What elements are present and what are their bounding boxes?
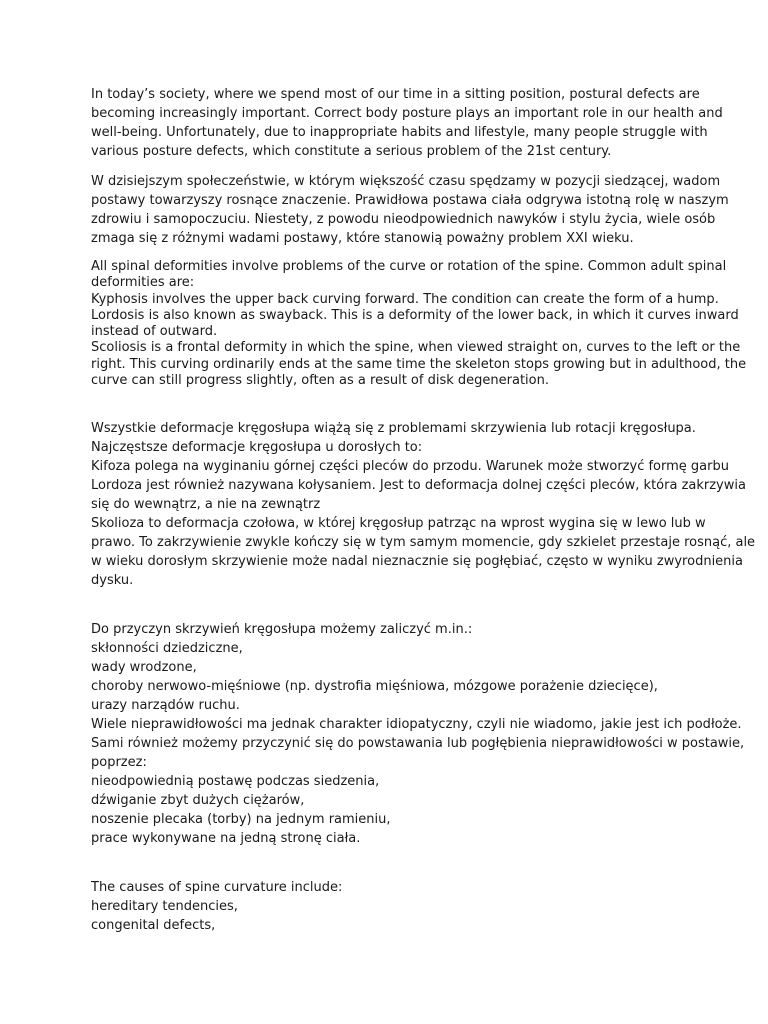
- text-line: prace wykonywane na jedną stronę ciała.: [91, 831, 361, 847]
- text-line: w wieku dorosłym skrzywienie może nadal nieznacznie się pogłębiać, często w wyniku zwyrodnienia: [91, 554, 743, 570]
- paragraph-deformities-pl: [91, 419, 756, 590]
- text-line: Lordoza jest również nazywana kołysaniem. Jest to deformacja dolnej części pleców, która zakrzywia: [91, 478, 746, 494]
- text-line: postawy towarzyszy rosnące znaczenie. Prawidłowa postawa ciała odgrywa istotną rolę w naszym: [91, 193, 729, 208]
- text-line: Wszystkie deformacje kręgosłupa wiążą się z problemami skrzywienia lub rotacji kręgosłupa.: [91, 421, 696, 437]
- paragraph-intro-en: [91, 85, 723, 161]
- paragraph-intro-pl: [91, 172, 729, 248]
- text-line: choroby nerwowo-mięśniowe (np. dystrofia mięśniowa, mózgowe porażenie dziecięce),: [91, 679, 658, 695]
- text-line: wady wrodzone,: [91, 660, 197, 676]
- document-page: [91, 85, 756, 935]
- text-line: deformities are:: [91, 275, 195, 291]
- text-line: congenital defects,: [91, 918, 216, 934]
- text-line: instead of outward.: [91, 324, 218, 340]
- text-line: Skolioza to deformacja czołowa, w której kręgosłup patrząc na wprost wygina się w lewo lub w: [91, 516, 706, 532]
- paragraph-deformities-en: [91, 259, 747, 389]
- text-line: right. This curving ordinarily ends at the same time the skeleton stops growing but in adulthood, the: [91, 356, 747, 372]
- text-line: Scoliosis is a frontal deformity in which the spine, when viewed straight on, curves to the left or the: [91, 340, 741, 356]
- text-line: Sami również możemy przyczynić się do powstawania lub pogłębienia nieprawidłowości w postawie,: [91, 736, 745, 752]
- text-line: skłonności dziedziczne,: [91, 641, 243, 657]
- text-line: dźwiganie zbyt dużych ciężarów,: [91, 793, 305, 809]
- text-line: Lordosis is also known as swayback. This is a deformity of the lower back, in which it curves inward: [91, 307, 739, 323]
- text-line: zmaga się z różnymi wadami postawy, które stanowią poważny problem XXI wieku.: [91, 231, 634, 246]
- text-line: All spinal deformities involve problems of the curve or rotation of the spine. Common adult spinal: [91, 259, 727, 274]
- text-line: various posture defects, which constitute a serious problem of the 21st century.: [91, 144, 612, 159]
- text-line: poprzez:: [91, 755, 147, 771]
- text-line: się do wewnątrz, a nie na zewnątrz: [91, 497, 321, 513]
- text-line: Kyphosis involves the upper back curving forward. The condition can create the form of a hump.: [91, 291, 719, 307]
- text-line: Kifoza polega na wyginaniu górnej części pleców do przodu. Warunek może stworzyć formę garbu: [91, 459, 729, 475]
- text-line: urazy narządów ruchu.: [91, 698, 240, 714]
- text-line: zdrowiu i samopoczuciu. Niestety, z powodu nieodpowiednich nawyków i stylu życia, wiele osób: [91, 212, 716, 227]
- text-line: prawo. To zakrzywienie zwykle kończy się w tym samym momencie, gdy szkielet przestaje rosnąć, ale: [91, 535, 756, 551]
- paragraph-causes-en: [91, 878, 681, 935]
- paragraph-causes-pl: [91, 620, 745, 848]
- text-line: nieodpowiednią postawę podczas siedzenia,: [91, 774, 380, 790]
- text-line: becoming increasingly important. Correct body posture plays an important role in our health and: [91, 106, 723, 121]
- text-line: Do przyczyn skrzywień kręgosłupa możemy zaliczyć m.in.:: [91, 622, 473, 638]
- text-line: curve can still progress slightly, often as a result of disk degeneration.: [91, 373, 549, 389]
- text-line: noszenie plecaka (torby) na jednym ramieniu,: [91, 812, 391, 828]
- text-line: hereditary tendencies,: [91, 899, 238, 915]
- text-line: The causes of spine curvature include:: [91, 880, 343, 896]
- text-line: W dzisiejszym społeczeństwie, w którym większość czasu spędzamy w pozycji siedzącej, wadom: [91, 174, 721, 189]
- text-line: Wiele nieprawidłowości ma jednak charakter idiopatyczny, czyli nie wiadomo, jakie jest ich podłoże.: [91, 717, 742, 733]
- text-line: In today’s society, where we spend most of our time in a sitting position, postural defects are: [91, 87, 700, 102]
- text-line: dysku.: [91, 573, 134, 589]
- text-line: well-being. Unfortunately, due to inappropriate habits and lifestyle, many people struggle with: [91, 125, 708, 140]
- text-line: Najczęstsze deformacje kręgosłupa u dorosłych to:: [91, 440, 423, 456]
